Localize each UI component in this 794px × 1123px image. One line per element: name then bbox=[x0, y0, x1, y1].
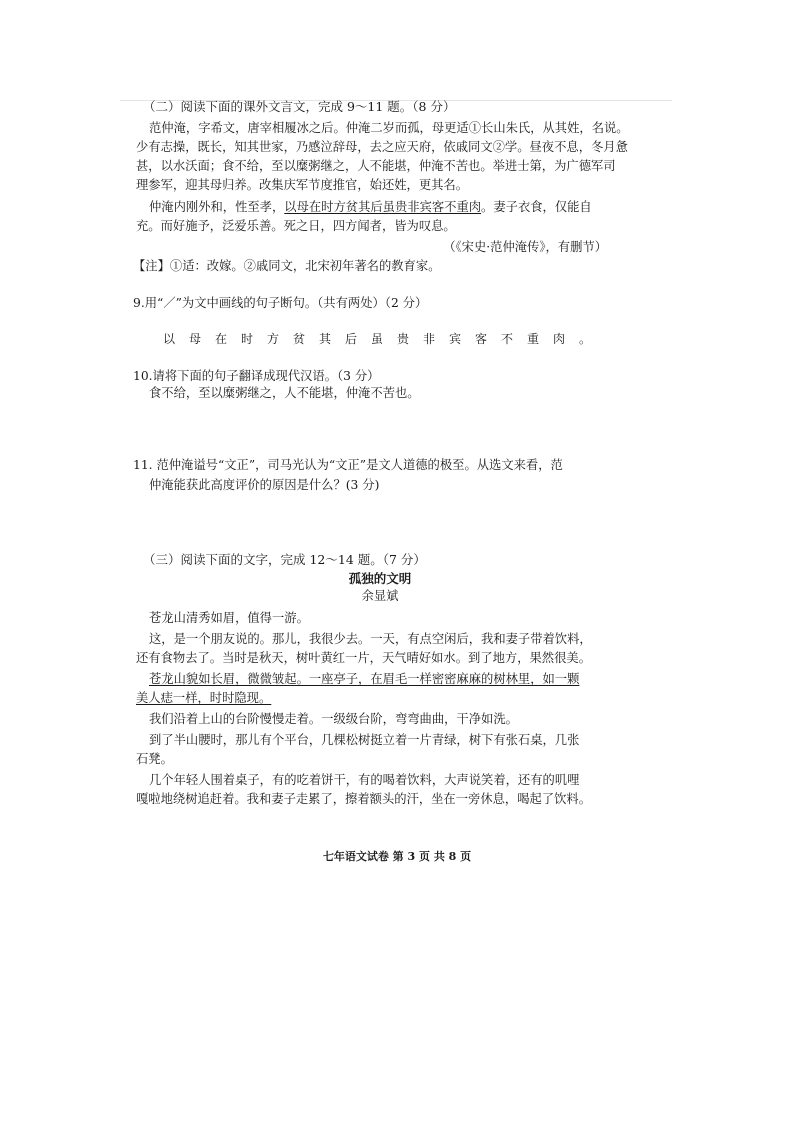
article-line: 几个年轻人围着桌子，有的吃着饼干，有的喝着饮料，大声说笑着，还有的叽哩 bbox=[149, 773, 580, 787]
article-line: 嘎啦地绕树追赶着。我和妻子走累了，擦着额头的汗，坐在一旁休息，喝起了饮料。 bbox=[136, 792, 591, 806]
source-citation: （《宋史·范仲淹传》，有删节） bbox=[443, 240, 607, 254]
passage-line: 理参军，迎其母归养。改集庆军节度推官，始还姓，更其名。 bbox=[136, 178, 469, 192]
article-line: 石凳。 bbox=[136, 752, 173, 766]
underlined-sentence: 以母在时方贫其后虽贵非宾客不重肉 bbox=[284, 200, 482, 214]
question-9-sentence: 以母在时方贫其后虽贵非宾客不重肉。 bbox=[163, 332, 606, 346]
question-9-prompt: 9.用“／”为文中画线的句子断句。（共有两处）（2 分） bbox=[133, 296, 428, 310]
article-underlined-line: 苍龙山貌如长眉，微微皱起。一座亭子，在眉毛一样密密麻麻的树林里，如一颗 bbox=[149, 672, 580, 686]
article-author: 余显斌 bbox=[361, 589, 399, 603]
passage-line: 甚，以水沃面；食不给，至以糜粥继之，人不能堪，仲淹不苦也。举进士第，为广德军司 bbox=[136, 159, 616, 173]
page-footer: 七年语文试卷 第 3 页 共 8 页 bbox=[322, 850, 472, 863]
question-11-line1: 11. 范仲淹谥号“文正”，司马光认为“文正”是文人道德的极至。从选文来看，范 bbox=[133, 458, 563, 472]
article-line: 苍龙山清秀如眉，值得一游。 bbox=[149, 611, 309, 625]
question-10-prompt: 10.请将下面的句子翻译成现代汉语。（3 分） bbox=[133, 369, 380, 383]
question-11-line2: 仲淹能获此高度评价的原因是什么？(3 分) bbox=[149, 478, 380, 492]
passage-line: 仲淹内刚外和，性至孝，以母在时方贫其后虽贵非宾客不重肉。妻子衣食，仅能自 bbox=[149, 200, 592, 214]
annotation-note: 【注】①适：改嫁。②戚同文，北宋初年著名的教育家。 bbox=[133, 259, 441, 273]
passage-line: 充。而好施予，泛爱乐善。死之日，四方闻者，皆为叹息。 bbox=[136, 219, 456, 233]
article-line: 我们沿着上山的台阶慢慢走着。一级级台阶，弯弯曲曲，干净如洗。 bbox=[149, 712, 518, 726]
section2-heading: （二）阅读下面的课外文言文，完成 9～11 题。（8 分） bbox=[143, 99, 456, 114]
passage-line: 少有志操，既长，知其世家，乃感泣辞母，去之应天府，依戚同文②学。昼夜不息，冬月惫 bbox=[136, 140, 628, 154]
question-10-sentence: 食不给，至以糜粥继之，人不能堪，仲淹不苦也。 bbox=[149, 386, 420, 400]
article-line: 这，是一个朋友说的。那儿，我很少去。一天，有点空闲后，我和妻子带着饮料， bbox=[149, 632, 592, 646]
article-underlined-line: 美人痣一样，时时隐现。 bbox=[136, 691, 272, 705]
section3-heading: （三）阅读下面的文字，完成 12～14 题。（7 分） bbox=[143, 552, 426, 567]
article-line: 还有食物去了。当时是秋天，树叶黄红一片，天气晴好如水。到了地方，果然很美。 bbox=[136, 651, 591, 665]
article-title: 孤独的文明 bbox=[348, 571, 412, 586]
passage-line: 范仲淹，字希文，唐宰相履冰之后。仲淹二岁而孤，母更适①长山朱氏，从其姓，名说。 bbox=[149, 121, 629, 135]
article-line: 到了半山腰时，那儿有个平台，几棵松树挺立着一片青绿，树下有张石桌，几张 bbox=[149, 733, 580, 747]
